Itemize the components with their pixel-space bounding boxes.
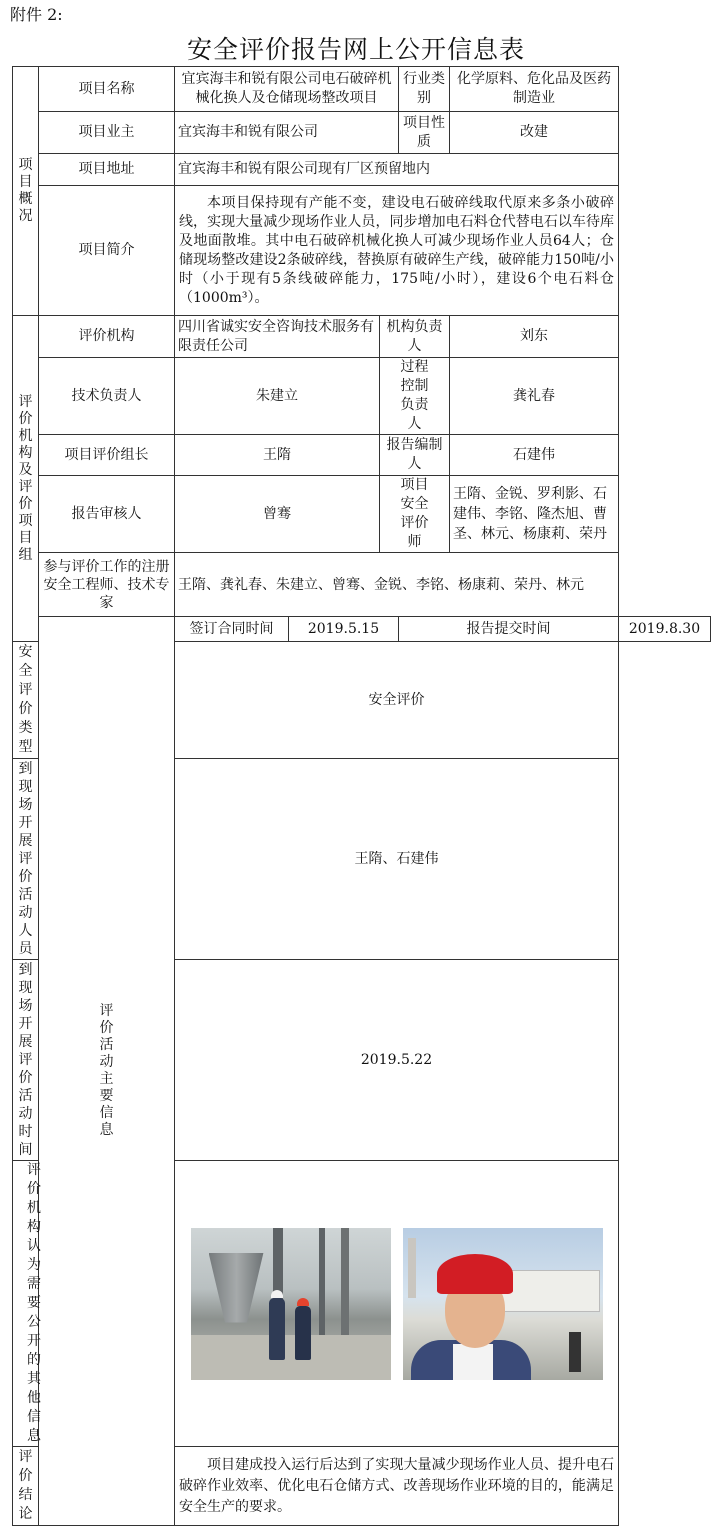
agency-label: 评价机构	[39, 316, 175, 358]
process-head-value: 龚礼春	[450, 358, 619, 435]
section-activity: 评价活动主要信息	[39, 617, 175, 1526]
assessor-label: 项目安全评价师	[380, 476, 450, 553]
other-info-label: 评价机构认为需要公开的其他信息	[13, 1161, 39, 1447]
sign-date-label: 签订合同时间	[175, 617, 289, 642]
site-time-label: 到现场开展评价活动时间	[13, 960, 39, 1161]
leader-label: 项目评价组长	[39, 435, 175, 476]
tech-head-value: 朱建立	[175, 358, 380, 435]
section-overview: 项目概况	[13, 67, 39, 316]
leader-value: 王隋	[175, 435, 380, 476]
page-title: 安全评价报告网上公开信息表	[186, 35, 525, 64]
address-value: 宜宾海丰和锐有限公司现有厂区预留地内	[175, 154, 619, 186]
intro-label: 项目简介	[39, 186, 175, 316]
writer-label: 报告编制人	[380, 435, 450, 476]
staff-label: 到现场开展评价活动人员	[13, 759, 39, 960]
agency-value: 四川省诚实安全咨询技术服务有限责任公司	[175, 316, 380, 358]
reviewer-value: 曾骞	[175, 476, 380, 553]
site-time-value: 2019.5.22	[175, 960, 619, 1161]
submit-date-value: 2019.8.30	[619, 617, 711, 642]
type-label: 安全评价类型	[13, 642, 39, 759]
writer-value: 石建伟	[450, 435, 619, 476]
nature-label: 项目性质	[399, 112, 450, 154]
tech-head-label: 技术负责人	[39, 358, 175, 435]
site-photo-selfie	[403, 1228, 603, 1380]
engineers-value: 王隋、龚礼春、朱建立、曾骞、金锐、李铭、杨康莉、荣丹、林元	[175, 553, 619, 617]
type-value: 安全评价	[175, 642, 619, 759]
assessor-value: 王隋、金锐、罗利影、石建伟、李铭、隆杰旭、曹圣、林元、杨康莉、荣丹	[450, 476, 619, 553]
agency-head-value: 刘东	[450, 316, 619, 358]
other-info-photos	[175, 1161, 619, 1447]
info-table	[12, 66, 711, 1526]
owner-value: 宜宾海丰和锐有限公司	[175, 112, 399, 154]
conclusion-value: 项目建成投入运行后达到了实现大量减少现场作业人员、提升电石破碎作业效率、优化电石仓储方式、改善现场作业环境的目的，能满足安全生产的要求。	[175, 1447, 619, 1526]
address-label: 项目地址	[39, 154, 175, 186]
conclusion-label: 评价结论	[13, 1447, 39, 1526]
process-head-label: 过程控制负责人	[380, 358, 450, 435]
owner-label: 项目业主	[39, 112, 175, 154]
project-name-value: 宜宾海丰和锐有限公司电石破碎机械化换人及仓储现场整改项目	[175, 67, 399, 112]
staff-value: 王隋、石建伟	[175, 759, 619, 960]
site-photo-workers	[191, 1228, 391, 1380]
industry-value: 化学原料、危化品及医药制造业	[450, 67, 619, 112]
sign-date-value: 2019.5.15	[289, 617, 399, 642]
nature-value: 改建	[450, 112, 619, 154]
agency-head-label: 机构负责人	[380, 316, 450, 358]
reviewer-label: 报告审核人	[39, 476, 175, 553]
section-org: 评价机构及评价项目组	[13, 316, 39, 642]
attachment-label: 附件 2:	[10, 5, 63, 24]
industry-label: 行业类别	[399, 67, 450, 112]
intro-value: 本项目保持现有产能不变，建设电石破碎线取代原来多条小破碎线，实现大量减少现场作业人员，同步增加电石料仓代替电石以车待库及地面散堆。其中电石破碎机械化换人可减少现场作业人员64人；仓储现场整改建设2条破碎线，替换原有破碎生产线，破碎能力150吨/小时（小于现有5条线破碎能力，175吨/小时），建设6个电石料仓（1000m³）。	[175, 186, 619, 316]
submit-date-label: 报告提交时间	[399, 617, 619, 642]
engineers-label: 参与评价工作的注册安全工程师、技术专家	[39, 553, 175, 617]
project-name-label: 项目名称	[39, 67, 175, 112]
